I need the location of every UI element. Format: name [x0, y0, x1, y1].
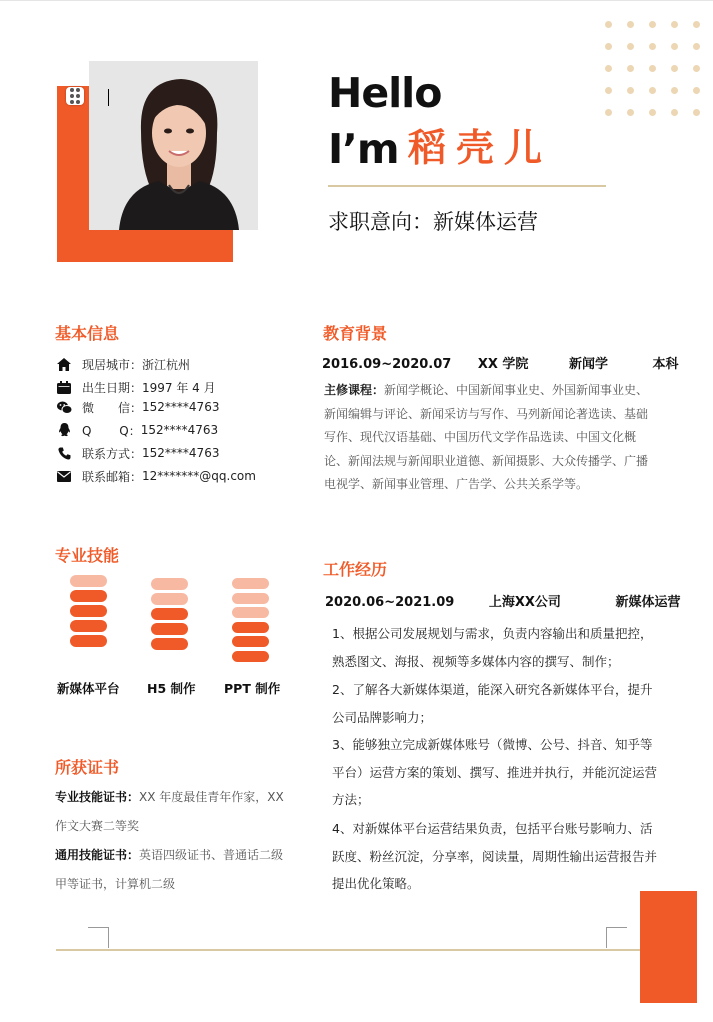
text-cursor — [108, 89, 109, 106]
skill-pill-filled — [151, 623, 188, 635]
skill-label: 新媒体平台 — [57, 681, 120, 696]
skill-pill-filled — [232, 622, 269, 633]
education-period: 2016.09~2020.07 — [322, 357, 452, 372]
drag-handle-icon[interactable] — [66, 87, 84, 105]
info-value: 12*******@qq.com — [142, 469, 256, 483]
decor-dot — [627, 65, 634, 72]
skill-label: H5 制作 — [147, 681, 196, 696]
dot-grid-decoration — [600, 21, 710, 117]
work-title: 工作经历 — [323, 560, 388, 579]
decor-dot — [649, 87, 656, 94]
education-header — [322, 353, 679, 372]
skill-pill-empty — [232, 593, 269, 604]
info-label: 出生日期： — [82, 380, 143, 395]
info-row — [56, 399, 219, 415]
corner-mark-right — [606, 927, 627, 948]
courses-label: 主修课程： — [324, 383, 385, 397]
info-row — [56, 422, 218, 438]
education-courses — [324, 379, 658, 497]
skill-pill-empty — [151, 578, 188, 590]
wechat-icon — [56, 400, 72, 414]
info-row — [56, 468, 256, 484]
footer-accent-block — [640, 891, 697, 1003]
decor-dot — [627, 21, 634, 28]
info-row — [56, 356, 190, 372]
skill-pill-filled — [70, 605, 107, 617]
work-duty-2: 2、了解各大新媒体渠道，能深入研究各新媒体平台，提升公司品牌影响力； — [332, 682, 653, 725]
decor-dot — [649, 65, 656, 72]
work-period: 2020.06~2021.09 — [325, 595, 455, 610]
courses-text: 新闻学概论、中国新闻事业史、外国新闻事业史、新闻编辑与评论、新闻采访与写作、马列新闻论著选读、基础写作、现代汉语基础、中国历代文学作品选读、中国文化概论、新闻法规与新闻职业道德、新闻摄影、大众传播学、广播电视学、新闻事业管理、广告学、公共关系学等。 — [324, 383, 649, 492]
decor-dot — [605, 87, 612, 94]
work-duty-3: 3、能够独立完成新媒体账号（微博、公号、抖音、知乎等平台）运营方案的策划、撰写、推进并执行，并能沉淀运营方法； — [332, 737, 658, 807]
skill-level-bar — [70, 575, 107, 650]
certificate-label: 通用技能证书： — [55, 848, 140, 862]
qq-icon — [56, 423, 72, 437]
info-value: 152****4763 — [140, 423, 219, 437]
decor-dot — [693, 43, 700, 50]
decor-dot — [627, 87, 634, 94]
skill-pill-filled — [70, 620, 107, 632]
phone-icon — [56, 446, 72, 460]
skill-pill-filled — [70, 635, 107, 647]
info-label: Q Q： — [82, 423, 141, 438]
info-label: 联系邮箱： — [82, 469, 143, 484]
certificate-text: 英语四级证书、普通话二级甲等证书，计算机二级 — [55, 848, 284, 891]
decor-dot — [671, 43, 678, 50]
skill-pill-filled — [232, 636, 269, 647]
decor-dot — [627, 109, 634, 116]
hello-text: Hello — [328, 69, 442, 117]
skill-pill-filled — [70, 590, 107, 602]
decor-dot — [605, 109, 612, 116]
decor-dot — [693, 65, 700, 72]
decor-dot — [627, 43, 634, 50]
decor-dot — [693, 21, 700, 28]
certificate-item — [55, 783, 285, 841]
decor-dot — [649, 21, 656, 28]
decor-dot — [671, 87, 678, 94]
education-title: 教育背景 — [323, 324, 388, 343]
work-duty-1: 1、根据公司发展规划与需求，负责内容输出和质量把控，熟悉图文、海报、视频等多媒体内容的撰写、制作； — [332, 626, 653, 669]
skill-label: PPT 制作 — [224, 681, 281, 696]
decor-dot — [605, 65, 612, 72]
skills-title: 专业技能 — [55, 546, 120, 565]
education-major: 新闻学 — [568, 357, 608, 372]
im-text: I’m — [328, 125, 399, 173]
basic-info-title: 基本信息 — [55, 324, 120, 343]
info-row — [56, 445, 219, 461]
decor-dot — [693, 109, 700, 116]
info-value: 152****4763 — [142, 446, 220, 460]
skill-level-bar — [151, 578, 188, 653]
education-degree: 本科 — [652, 357, 679, 372]
candidate-name: 稻壳儿 — [408, 126, 553, 170]
skill-pill-filled — [151, 638, 188, 650]
skill-pill-empty — [151, 593, 188, 605]
skill-pill-empty — [232, 607, 269, 618]
skill-pill-filled — [151, 608, 188, 620]
decor-dot — [649, 109, 656, 116]
work-company: 上海XX公司 — [488, 595, 561, 610]
info-value: 浙江杭州 — [142, 357, 191, 372]
certificate-text: XX 年度最佳青年作家，XX 作文大赛二等奖 — [55, 790, 284, 833]
decor-dot — [671, 65, 678, 72]
work-duty-4: 4、对新媒体平台运营结果负责，包括平台账号影响力、活跃度、粉丝沉淀，分享率，阅读量，周期性输出运营报告并提出优化策略。 — [332, 821, 658, 891]
certificate-label: 专业技能证书： — [55, 790, 140, 804]
decor-dot — [693, 87, 700, 94]
decor-dot — [671, 109, 678, 116]
certificates-title: 所获证书 — [55, 758, 120, 777]
info-value: 152****4763 — [142, 400, 220, 414]
decor-dot — [605, 43, 612, 50]
header-divider — [328, 185, 606, 187]
home-icon — [56, 357, 72, 371]
info-row — [56, 379, 216, 395]
certificate-item — [55, 841, 285, 899]
job-objective: 求职意向：新媒体运营 — [328, 210, 538, 234]
portrait-image — [89, 61, 258, 230]
decor-dot — [671, 21, 678, 28]
decor-dot — [649, 43, 656, 50]
education-school: XX 学院 — [477, 357, 529, 372]
corner-mark-left — [88, 927, 109, 948]
info-label: 联系方式： — [82, 446, 143, 461]
work-header — [325, 591, 680, 610]
info-label: 微 信： — [82, 400, 143, 415]
skill-pill-empty — [232, 578, 269, 589]
work-position: 新媒体运营 — [615, 595, 681, 610]
calendar-icon — [56, 380, 72, 394]
info-label: 现居城市： — [82, 357, 143, 372]
mail-icon — [56, 469, 72, 483]
skill-pill-filled — [232, 651, 269, 662]
info-value: 1997 年 4 月 — [142, 380, 216, 395]
skill-pill-empty — [70, 575, 107, 587]
decor-dot — [605, 21, 612, 28]
skill-level-bar — [232, 578, 269, 665]
footer-divider — [56, 949, 656, 951]
profile-photo[interactable] — [89, 61, 258, 230]
